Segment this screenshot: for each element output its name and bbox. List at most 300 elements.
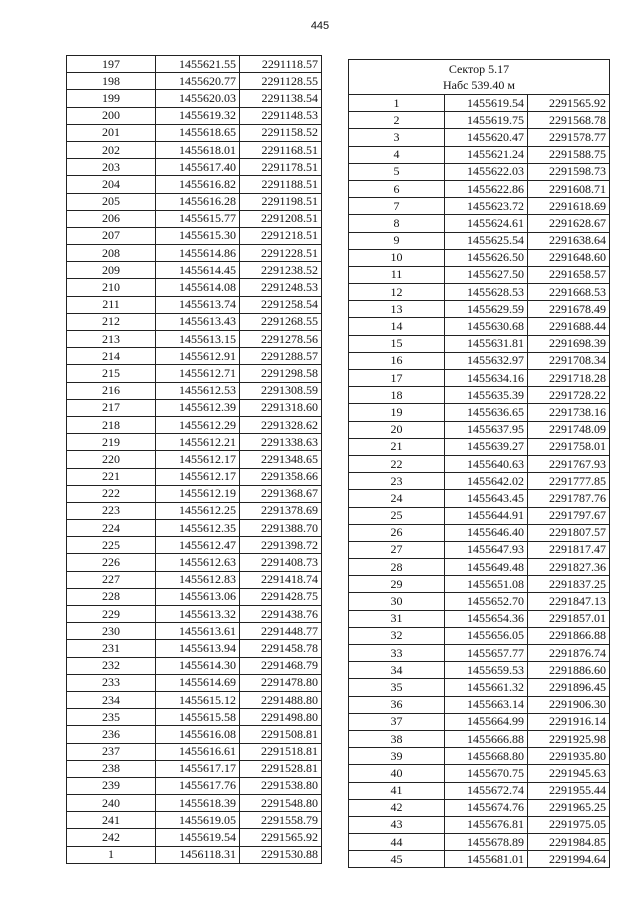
point-number-cell: 199 [67,90,156,107]
point-number-cell: 231 [67,640,156,657]
y-coordinate-cell: 2291565.92 [240,829,322,846]
y-coordinate-cell: 2291598.73 [528,163,610,180]
table-row [349,730,610,747]
point-number-cell: 29 [349,576,445,593]
y-coordinate-cell: 2291758.01 [528,438,610,455]
y-coordinate-cell: 2291178.51 [240,159,322,176]
x-coordinate-cell: 1455664.99 [445,713,528,730]
table-row [67,193,322,210]
point-number-cell: 234 [67,691,156,708]
point-number-cell: 219 [67,434,156,451]
table-row [67,348,322,365]
x-coordinate-cell: 1455614.69 [156,674,240,691]
table-row [349,799,610,816]
y-coordinate-cell: 2291208.51 [240,210,322,227]
table-row [67,416,322,433]
y-coordinate-cell: 2291128.55 [240,73,322,90]
x-coordinate-cell: 1455620.47 [445,129,528,146]
x-coordinate-cell: 1455634.16 [445,370,528,387]
x-coordinate-cell: 1455657.77 [445,645,528,662]
x-coordinate-cell: 1455640.63 [445,455,528,472]
table-row [67,554,322,571]
x-coordinate-cell: 1455678.89 [445,834,528,851]
point-number-cell: 12 [349,284,445,301]
point-number-cell: 28 [349,559,445,576]
table-row [349,129,610,146]
table-row [67,210,322,227]
y-coordinate-cell: 2291906.30 [528,696,610,713]
table-row [349,180,610,197]
point-number-cell: 21 [349,438,445,455]
x-coordinate-cell: 1455619.32 [156,107,240,124]
y-coordinate-cell: 2291837.25 [528,576,610,593]
table-row [349,387,610,404]
x-coordinate-cell: 1455613.43 [156,313,240,330]
table-row [349,198,610,215]
point-number-cell: 15 [349,335,445,352]
x-coordinate-cell: 1455674.76 [445,799,528,816]
table-row [67,846,322,863]
point-number-cell: 202 [67,141,156,158]
point-number-cell: 207 [67,227,156,244]
point-number-cell: 42 [349,799,445,816]
point-number-cell: 236 [67,726,156,743]
table-row [349,284,610,301]
x-coordinate-cell: 1455681.01 [445,851,528,868]
y-coordinate-cell: 2291984.85 [528,834,610,851]
y-coordinate-cell: 2291548.80 [240,795,322,812]
y-coordinate-cell: 2291807.57 [528,524,610,541]
point-number-cell: 40 [349,765,445,782]
x-coordinate-cell: 1455643.45 [445,490,528,507]
y-coordinate-cell: 2291138.54 [240,90,322,107]
point-number-cell: 13 [349,301,445,318]
point-number-cell: 223 [67,502,156,519]
point-number-cell: 200 [67,107,156,124]
point-number-cell: 225 [67,537,156,554]
y-coordinate-cell: 2291994.64 [528,851,610,868]
table-row [349,266,610,283]
x-coordinate-cell: 1455615.58 [156,709,240,726]
point-number-cell: 216 [67,382,156,399]
x-coordinate-cell: 1455614.86 [156,245,240,262]
y-coordinate-cell: 2291857.01 [528,610,610,627]
x-coordinate-cell: 1455654.36 [445,610,528,627]
table-row [349,455,610,472]
y-coordinate-cell: 2291218.51 [240,227,322,244]
x-coordinate-cell: 1455615.77 [156,210,240,227]
x-coordinate-cell: 1455613.06 [156,588,240,605]
table-row [349,765,610,782]
table-row [349,610,610,627]
point-number-cell: 39 [349,748,445,765]
y-coordinate-cell: 2291955.44 [528,782,610,799]
x-coordinate-cell: 1455647.93 [445,541,528,558]
x-coordinate-cell: 1455617.40 [156,159,240,176]
point-number-cell: 238 [67,760,156,777]
y-coordinate-cell: 2291827.36 [528,559,610,576]
table-row [67,760,322,777]
y-coordinate-cell: 2291148.53 [240,107,322,124]
x-coordinate-cell: 1455656.05 [445,627,528,644]
x-coordinate-cell: 1455617.17 [156,760,240,777]
point-number-cell: 218 [67,416,156,433]
point-number-cell: 34 [349,662,445,679]
point-number-cell: 25 [349,507,445,524]
x-coordinate-cell: 1455651.08 [445,576,528,593]
y-coordinate-cell: 2291518.81 [240,743,322,760]
y-coordinate-cell: 2291648.60 [528,249,610,266]
y-coordinate-cell: 2291530.88 [240,846,322,863]
point-number-cell: 16 [349,352,445,369]
point-number-cell: 14 [349,318,445,335]
y-coordinate-cell: 2291618.69 [528,198,610,215]
y-coordinate-cell: 2291876.74 [528,645,610,662]
x-coordinate-cell: 1455618.01 [156,141,240,158]
point-number-cell: 220 [67,451,156,468]
table-row [349,112,610,129]
sector-elevation: Набс 539.40 м [442,78,516,92]
table-row [67,588,322,605]
y-coordinate-cell: 2291718.28 [528,370,610,387]
point-number-cell: 237 [67,743,156,760]
point-number-cell: 229 [67,606,156,623]
y-coordinate-cell: 2291168.51 [240,141,322,158]
y-coordinate-cell: 2291388.70 [240,520,322,537]
point-number-cell: 212 [67,313,156,330]
point-number-cell: 27 [349,541,445,558]
point-number-cell: 206 [67,210,156,227]
table-row [349,851,610,868]
y-coordinate-cell: 2291528.81 [240,760,322,777]
table-row [67,124,322,141]
point-number-cell: 43 [349,816,445,833]
y-coordinate-cell: 2291866.88 [528,627,610,644]
point-number-cell: 22 [349,455,445,472]
y-coordinate-cell: 2291288.57 [240,348,322,365]
point-number-cell: 213 [67,331,156,348]
table-row [349,163,610,180]
point-number-cell: 224 [67,520,156,537]
table-row [349,834,610,851]
x-coordinate-cell: 1455612.71 [156,365,240,382]
table-row [67,245,322,262]
table-row [67,279,322,296]
x-coordinate-cell: 1455617.76 [156,777,240,794]
x-coordinate-cell: 1456118.31 [156,846,240,863]
y-coordinate-cell: 2291678.49 [528,301,610,318]
x-coordinate-cell: 1455612.29 [156,416,240,433]
point-number-cell: 10 [349,249,445,266]
x-coordinate-cell: 1455666.88 [445,730,528,747]
point-number-cell: 31 [349,610,445,627]
point-number-cell: 30 [349,593,445,610]
x-coordinate-cell: 1455639.27 [445,438,528,455]
sector-header-row [349,60,610,95]
point-number-cell: 1 [349,95,445,112]
table-row [67,90,322,107]
table-row [67,623,322,640]
table-row [67,657,322,674]
point-number-cell: 7 [349,198,445,215]
x-coordinate-cell: 1455619.54 [445,95,528,112]
point-number-cell: 19 [349,404,445,421]
table-row [349,473,610,490]
table-row [67,159,322,176]
x-coordinate-cell: 1455661.32 [445,679,528,696]
table-row [349,370,610,387]
right-table-body [349,95,610,868]
table-row [67,606,322,623]
table-row [67,571,322,588]
x-coordinate-cell: 1455613.32 [156,606,240,623]
x-coordinate-cell: 1455621.24 [445,146,528,163]
point-number-cell: 8 [349,215,445,232]
point-number-cell: 221 [67,468,156,485]
table-row [67,365,322,382]
point-number-cell: 11 [349,266,445,283]
y-coordinate-cell: 2291298.58 [240,365,322,382]
x-coordinate-cell: 1455635.39 [445,387,528,404]
table-row [349,318,610,335]
y-coordinate-cell: 2291448.77 [240,623,322,640]
y-coordinate-cell: 2291886.60 [528,662,610,679]
table-row [67,795,322,812]
x-coordinate-cell: 1455619.05 [156,812,240,829]
y-coordinate-cell: 2291916.14 [528,713,610,730]
left-table-body [67,56,322,864]
point-number-cell: 230 [67,623,156,640]
x-coordinate-cell: 1455623.72 [445,198,528,215]
y-coordinate-cell: 2291935.80 [528,748,610,765]
table-row [349,146,610,163]
table-row [349,748,610,765]
x-coordinate-cell: 1455625.54 [445,232,528,249]
y-coordinate-cell: 2291358.66 [240,468,322,485]
y-coordinate-cell: 2291318.60 [240,399,322,416]
x-coordinate-cell: 1455637.95 [445,421,528,438]
y-coordinate-cell: 2291268.55 [240,313,322,330]
sector-title: Сектор 5.17 [448,62,510,76]
table-row [67,468,322,485]
x-coordinate-cell: 1455616.61 [156,743,240,760]
x-coordinate-cell: 1455626.50 [445,249,528,266]
table-row [349,593,610,610]
table-row [349,679,610,696]
table-row [67,640,322,657]
point-number-cell: 235 [67,709,156,726]
point-number-cell: 24 [349,490,445,507]
y-coordinate-cell: 2291708.34 [528,352,610,369]
y-coordinate-cell: 2291458.78 [240,640,322,657]
table-row [67,107,322,124]
y-coordinate-cell: 2291896.45 [528,679,610,696]
x-coordinate-cell: 1455612.63 [156,554,240,571]
point-number-cell: 41 [349,782,445,799]
x-coordinate-cell: 1455618.39 [156,795,240,812]
y-coordinate-cell: 2291278.56 [240,331,322,348]
point-number-cell: 240 [67,795,156,812]
point-number-cell: 23 [349,473,445,490]
y-coordinate-cell: 2291797.67 [528,507,610,524]
table-row [349,559,610,576]
point-number-cell: 32 [349,627,445,644]
point-number-cell: 36 [349,696,445,713]
y-coordinate-cell: 2291308.59 [240,382,322,399]
y-coordinate-cell: 2291228.51 [240,245,322,262]
x-coordinate-cell: 1455620.77 [156,73,240,90]
x-coordinate-cell: 1455670.75 [445,765,528,782]
x-coordinate-cell: 1455616.82 [156,176,240,193]
x-coordinate-cell: 1455619.54 [156,829,240,846]
x-coordinate-cell: 1455672.74 [445,782,528,799]
point-number-cell: 44 [349,834,445,851]
y-coordinate-cell: 2291478.80 [240,674,322,691]
x-coordinate-cell: 1455649.48 [445,559,528,576]
table-row [67,829,322,846]
y-coordinate-cell: 2291767.93 [528,455,610,472]
x-coordinate-cell: 1455616.08 [156,726,240,743]
point-number-cell: 228 [67,588,156,605]
table-row [67,502,322,519]
table-row [349,438,610,455]
x-coordinate-cell: 1455612.19 [156,485,240,502]
point-number-cell: 203 [67,159,156,176]
point-number-cell: 3 [349,129,445,146]
table-row [67,537,322,554]
y-coordinate-cell: 2291488.80 [240,691,322,708]
table-row [67,812,322,829]
x-coordinate-cell: 1455614.30 [156,657,240,674]
y-coordinate-cell: 2291638.64 [528,232,610,249]
x-coordinate-cell: 1455659.53 [445,662,528,679]
point-number-cell: 45 [349,851,445,868]
y-coordinate-cell: 2291568.78 [528,112,610,129]
y-coordinate-cell: 2291945.63 [528,765,610,782]
point-number-cell: 211 [67,296,156,313]
y-coordinate-cell: 2291118.57 [240,56,322,73]
point-number-cell: 241 [67,812,156,829]
point-number-cell: 26 [349,524,445,541]
table-row [67,141,322,158]
x-coordinate-cell: 1455622.86 [445,180,528,197]
y-coordinate-cell: 2291398.72 [240,537,322,554]
point-number-cell: 4 [349,146,445,163]
table-row [349,507,610,524]
table-row [67,691,322,708]
x-coordinate-cell: 1455642.02 [445,473,528,490]
x-coordinate-cell: 1455676.81 [445,816,528,833]
x-coordinate-cell: 1455612.47 [156,537,240,554]
point-number-cell: 215 [67,365,156,382]
table-row [67,73,322,90]
table-row [349,301,610,318]
y-coordinate-cell: 2291198.51 [240,193,322,210]
y-coordinate-cell: 2291565.92 [528,95,610,112]
table-row [67,743,322,760]
y-coordinate-cell: 2291817.47 [528,541,610,558]
y-coordinate-cell: 2291338.63 [240,434,322,451]
point-number-cell: 205 [67,193,156,210]
x-coordinate-cell: 1455612.17 [156,468,240,485]
x-coordinate-cell: 1455616.28 [156,193,240,210]
table-row [67,520,322,537]
y-coordinate-cell: 2291538.80 [240,777,322,794]
y-coordinate-cell: 2291438.76 [240,606,322,623]
table-row [349,627,610,644]
x-coordinate-cell: 1455632.97 [445,352,528,369]
x-coordinate-cell: 1455652.70 [445,593,528,610]
table-row [67,176,322,193]
sector-header-cell [349,60,610,95]
x-coordinate-cell: 1455612.35 [156,520,240,537]
table-row [67,485,322,502]
point-number-cell: 18 [349,387,445,404]
x-coordinate-cell: 1455614.08 [156,279,240,296]
point-number-cell: 198 [67,73,156,90]
table-row [349,713,610,730]
x-coordinate-cell: 1455612.53 [156,382,240,399]
y-coordinate-cell: 2291925.98 [528,730,610,747]
point-number-cell: 204 [67,176,156,193]
x-coordinate-cell: 1455621.55 [156,56,240,73]
point-number-cell: 226 [67,554,156,571]
table-row [349,352,610,369]
y-coordinate-cell: 2291468.79 [240,657,322,674]
point-number-cell: 227 [67,571,156,588]
point-number-cell: 2 [349,112,445,129]
table-row [349,576,610,593]
y-coordinate-cell: 2291378.69 [240,502,322,519]
y-coordinate-cell: 2291508.81 [240,726,322,743]
point-number-cell: 197 [67,56,156,73]
x-coordinate-cell: 1455618.65 [156,124,240,141]
y-coordinate-cell: 2291558.79 [240,812,322,829]
y-coordinate-cell: 2291965.25 [528,799,610,816]
x-coordinate-cell: 1455612.17 [156,451,240,468]
table-row [349,335,610,352]
y-coordinate-cell: 2291498.80 [240,709,322,726]
y-coordinate-cell: 2291847.13 [528,593,610,610]
table-row [67,56,322,73]
point-number-cell: 17 [349,370,445,387]
y-coordinate-cell: 2291728.22 [528,387,610,404]
x-coordinate-cell: 1455631.81 [445,335,528,352]
x-coordinate-cell: 1455622.03 [445,163,528,180]
table-row [349,215,610,232]
table-row [349,404,610,421]
table-row [349,645,610,662]
point-number-cell: 9 [349,232,445,249]
y-coordinate-cell: 2291428.75 [240,588,322,605]
x-coordinate-cell: 1455614.45 [156,262,240,279]
point-number-cell: 35 [349,679,445,696]
y-coordinate-cell: 2291688.44 [528,318,610,335]
point-number-cell: 239 [67,777,156,794]
table-row [67,709,322,726]
table-row [67,674,322,691]
point-number-cell: 37 [349,713,445,730]
y-coordinate-cell: 2291188.51 [240,176,322,193]
x-coordinate-cell: 1455612.21 [156,434,240,451]
x-coordinate-cell: 1455627.50 [445,266,528,283]
point-number-cell: 1 [67,846,156,863]
point-number-cell: 217 [67,399,156,416]
table-row [349,232,610,249]
page-number: 445 [310,20,330,32]
y-coordinate-cell: 2291368.67 [240,485,322,502]
point-number-cell: 208 [67,245,156,262]
